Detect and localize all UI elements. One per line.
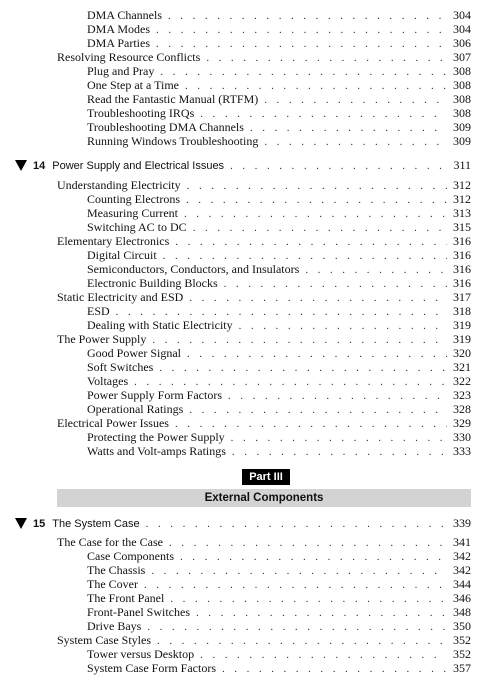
entry-page-number: 308 [453,92,471,106]
toc-subsection-entry [87,402,471,416]
entry-page-number: 316 [453,262,471,276]
entry-page-number: 352 [453,633,471,647]
entry-title: Dealing with Static Electricity [87,318,233,332]
dot-leader [189,403,447,417]
entry-title: The Chassis [87,563,146,577]
toc-section-entry [57,332,471,346]
chapter-15-heading [15,516,471,531]
toc-subsection-entry [87,248,471,262]
entry-title: Watts and Volt-amps Ratings [87,444,226,458]
entry-title: Troubleshooting IRQs [87,106,195,120]
toc-subsection-entry [87,8,471,22]
part-label: Part III [242,469,290,485]
toc-subsection-entry [87,388,471,402]
dot-leader [156,23,447,37]
entry-title: Good Power Signal [87,346,181,360]
dot-leader [163,249,447,263]
entry-page-number: 322 [453,374,471,388]
toc-section-entry [57,535,471,549]
entry-title: Read the Fantastic Manual (RTFM) [87,92,259,106]
entry-page-number: 328 [453,402,471,416]
entry-page-number: 312 [453,192,471,206]
toc-section-entry [57,416,471,430]
toc-subsection-entry [87,430,471,444]
chapter-page: 339 [453,516,471,530]
entry-title: Digital Circuit [87,248,157,262]
entry-title: The Front Panel [87,591,165,605]
toc-subsection-entry [87,106,471,120]
entry-page-number: 312 [453,178,471,192]
dot-leader [186,193,447,207]
entry-title: Operational Ratings [87,402,184,416]
toc-subsection-entry [87,619,471,633]
dot-leader [189,291,447,305]
toc-subsection-entry [87,360,471,374]
dot-leader [168,9,447,23]
entry-page-number: 309 [453,120,471,134]
entry-page-number: 352 [453,647,471,661]
entry-page-number: 329 [453,416,471,430]
toc-subsection-entry [87,78,471,92]
toc-subsection-entry [87,36,471,50]
entry-title: Elementary Electronics [57,234,170,248]
dot-leader [175,235,447,249]
entry-title: Measuring Current [87,206,178,220]
entry-page-number: 320 [453,346,471,360]
toc-subsection-entry [87,220,471,234]
entry-page-number: 319 [453,318,471,332]
entry-title: Case Components [87,549,174,563]
entry-title: Switching AC to DC [87,220,187,234]
entry-title: Plug and Pray [87,64,155,78]
dot-leader [264,93,447,107]
toc-subsection-entry [87,120,471,134]
entry-page-number: 304 [453,8,471,22]
chapter-title: The System Case [52,517,140,530]
dot-leader [156,37,447,51]
entry-page-number: 330 [453,430,471,444]
toc-subsection-entry [87,134,471,148]
entry-title: DMA Parties [87,36,150,50]
dot-leader [224,277,447,291]
entry-title: System Case Form Factors [87,661,216,675]
entry-page-number: 344 [453,577,471,591]
dot-leader [169,536,447,550]
entry-title: Front-Panel Switches [87,605,190,619]
entry-title: Electronic Building Blocks [87,276,218,290]
dot-leader [175,417,447,431]
entry-title: Voltages [87,374,129,388]
entry-title: Protecting the Power Supply [87,430,225,444]
dot-leader [230,160,447,172]
toc-section-entry [57,50,471,64]
entry-page-number: 333 [453,444,471,458]
entry-title: Troubleshooting DMA Channels [87,120,244,134]
entry-title: Soft Switches [87,360,154,374]
dot-leader [144,578,447,592]
chapter-page: 311 [453,158,471,172]
dot-leader [193,221,447,235]
entry-title: Drive Bays [87,619,142,633]
part-title: External Components [57,489,471,507]
dot-leader [116,305,447,319]
entry-page-number: 318 [453,304,471,318]
triangle-marker-icon [15,160,27,171]
entry-page-number: 342 [453,563,471,577]
entry-page-number: 357 [453,661,471,675]
toc-section-entry [57,178,471,192]
dot-leader [250,121,447,135]
entry-page-number: 313 [453,206,471,220]
entry-page-number: 348 [453,605,471,619]
toc-subsection-entry [87,92,471,106]
dot-leader [239,319,447,333]
toc-section-entry [57,633,471,647]
toc-subsection-entry [87,318,471,332]
toc-subsection-entry [87,661,471,675]
dot-leader [187,179,447,193]
entry-title: Static Electricity and ESD [57,290,184,304]
entry-page-number: 308 [453,64,471,78]
entry-page-number: 308 [453,106,471,120]
dot-leader [222,662,447,676]
chapter-number: 15 [33,517,46,530]
entry-page-number: 306 [453,36,471,50]
toc-section-entry [57,234,471,248]
chapter-14-heading [15,158,471,173]
toc-subsection-entry [87,605,471,619]
entry-title: The Power Supply [57,332,147,346]
toc-subsection-entry [87,276,471,290]
entry-title: Semiconductors, Conductors, and Insulators [87,262,300,276]
entry-title: ESD [87,304,110,318]
entry-page-number: 316 [453,248,471,262]
toc-subsection-entry [87,206,471,220]
entry-title: One Step at a Time [87,78,179,92]
entry-page-number: 309 [453,134,471,148]
dot-leader [159,361,447,375]
dot-leader [160,65,447,79]
dot-leader [200,107,447,121]
entry-page-number: 316 [453,234,471,248]
entry-title: Counting Electrons [87,192,180,206]
entry-page-number: 316 [453,276,471,290]
dot-leader [232,445,447,459]
toc-subsection-entry [87,22,471,36]
toc-subsection-entry [87,444,471,458]
dot-leader [231,431,447,445]
chapter-number: 14 [33,159,46,172]
entry-title: The Case for the Case [57,535,163,549]
entry-page-number: 317 [453,290,471,304]
dot-leader [134,375,447,389]
dot-leader [305,263,447,277]
dot-leader [157,634,447,648]
entry-title: Tower versus Desktop [87,647,195,661]
dot-leader [147,620,447,634]
toc-section-entry [57,290,471,304]
triangle-marker-icon [15,518,27,529]
dot-leader [200,648,447,662]
chapter-title: Power Supply and Electrical Issues [52,159,225,172]
toc-subsection-entry [87,647,471,661]
dot-leader [170,592,447,606]
entry-title: Electrical Power Issues [57,416,169,430]
entry-title: Power Supply Form Factors [87,388,222,402]
dot-leader [196,606,447,620]
entry-page-number: 346 [453,591,471,605]
dot-leader [185,79,447,93]
dot-leader [180,550,447,564]
entry-title: Resolving Resource Conflicts [57,50,201,64]
dot-leader [264,135,447,149]
toc-subsection-entry [87,346,471,360]
dot-leader [151,564,447,578]
toc-subsection-entry [87,192,471,206]
entry-page-number: 342 [453,549,471,563]
toc-subsection-entry [87,591,471,605]
toc-subsection-entry [87,64,471,78]
toc-subsection-entry [87,563,471,577]
entry-title: DMA Channels [87,8,162,22]
toc-subsection-entry [87,374,471,388]
entry-page-number: 321 [453,360,471,374]
dot-leader [184,207,447,221]
toc-subsection-entry [87,549,471,563]
entry-page-number: 350 [453,619,471,633]
dot-leader [187,347,447,361]
entry-page-number: 307 [453,50,471,64]
entry-page-number: 323 [453,388,471,402]
entry-title: Understanding Electricity [57,178,181,192]
entry-page-number: 304 [453,22,471,36]
dot-leader [152,333,447,347]
dot-leader [228,389,447,403]
toc-subsection-entry [87,262,471,276]
entry-title: The Cover [87,577,138,591]
entry-page-number: 341 [453,535,471,549]
dot-leader [146,518,447,530]
entry-page-number: 315 [453,220,471,234]
entry-title: System Case Styles [57,633,152,647]
entry-page-number: 319 [453,332,471,346]
dot-leader [206,51,447,65]
entry-title: Running Windows Troubleshooting [87,134,259,148]
toc-subsection-entry [87,304,471,318]
entry-page-number: 308 [453,78,471,92]
entry-title: DMA Modes [87,22,151,36]
toc-subsection-entry [87,577,471,591]
